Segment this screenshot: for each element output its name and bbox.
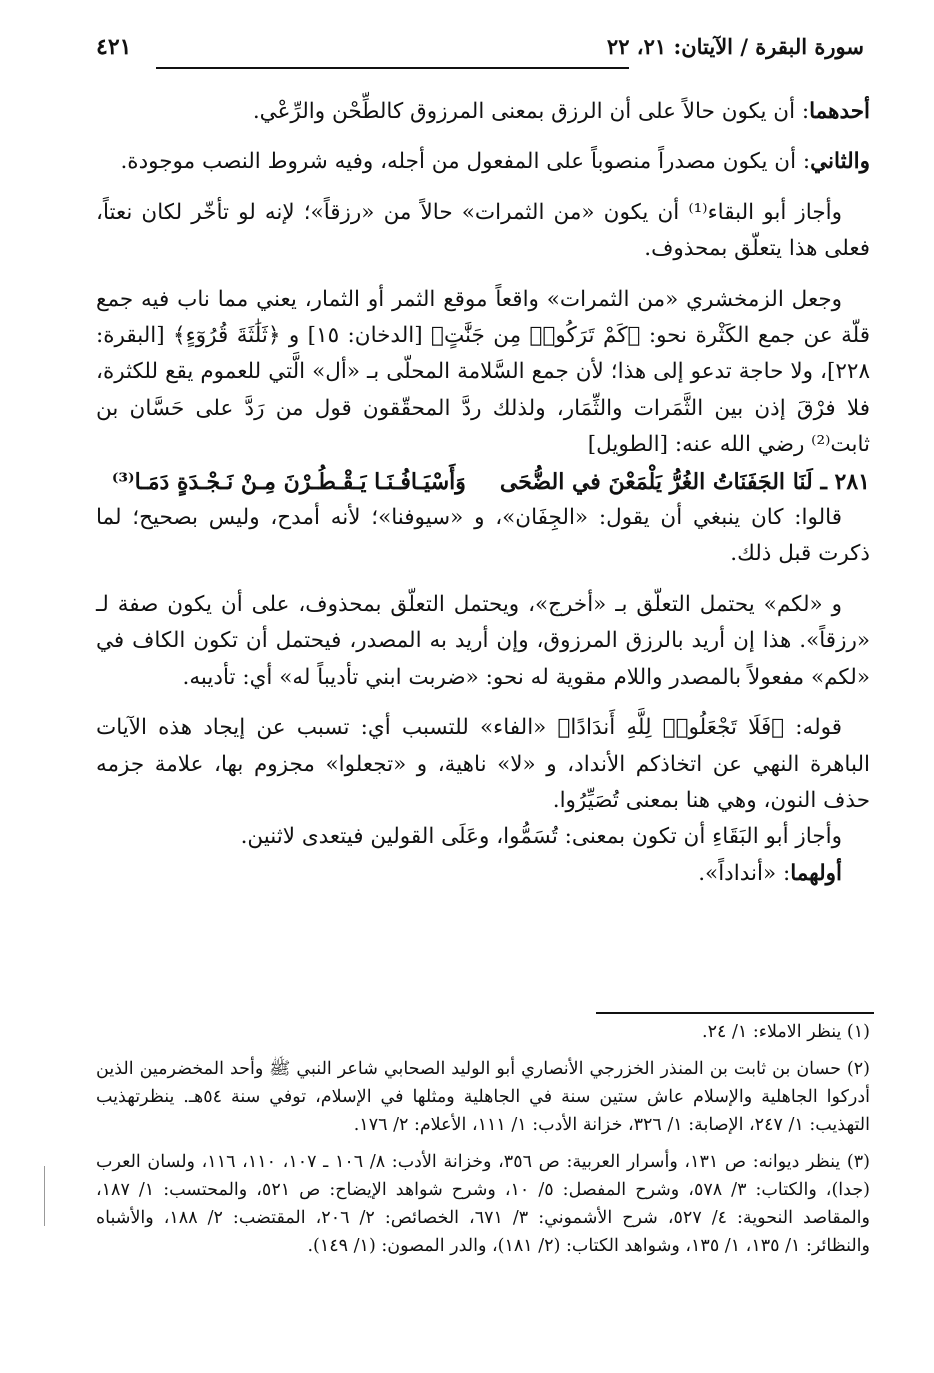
text-first: : أن يكون حالاً على أن الرزق بمعنى المرزوق كالطِّحْن والرِّعْي. bbox=[252, 99, 810, 124]
paragraph-lakum: و «لكم» يحتمل التعلّق بـ «أخرج»، ويحتمل التعلّق بمحذوف، على أن يكون صفة لـ «رزقاً». هذا إن أريد بالرزق المرزوق، وإن أريد به المصدر، فيحتمل أن تكون الكاف في «لكم» مفعولاً بالمصدر واللام مقوية له نحو: «ضربت ابني تأديباً له» أي: تأديبه. bbox=[96, 591, 870, 690]
poetry-verse bbox=[96, 464, 870, 500]
running-header bbox=[96, 30, 864, 74]
paragraph-tusammu: وأجاز أبو البَقَاءِ أن تكون بمعنى: تُسَمُّوا، وعَلَى القولين فيتعدى لاثنين. bbox=[240, 824, 842, 850]
paragraph-second-option bbox=[96, 144, 870, 180]
label-first: أحدهما bbox=[809, 99, 870, 124]
header-rule bbox=[156, 67, 629, 69]
footnotes bbox=[96, 1018, 870, 1260]
footnote-1: (١) ينظر الاملاء: ١/ ٢٤. bbox=[702, 1022, 870, 1042]
verse-first-text: لَنَا الجَفَنَاتُ الغُرُّ يَلْمَعْنَ في الضُّحَى bbox=[499, 468, 813, 495]
paragraph-zamakhshari: وجعل الزمخشري «من الثمرات» واقعاً موقع الثمر أو الثمار، يعني مما ناب فيه جمع قلّة عن جمع الكَثْرة نحو: ﴿كَمْ تَرَكُوا۟ مِن جَنَّٰتٍ﴾ [الدخان: ١٥] و ﴿ثَلَٰثَةَ قُرُوٓءٍ﴾ [البقرة: ٢٢٨]، ولا حاجة تدعو إلى هذا؛ لأن جمع السَّلامة المحلّى بـ «أل» الَّتي للعموم يقع للكثرة، فلا فرْقَ إذن بين الثَّمَرات والثِّمَار، ولذلك ردَّ المحقّقون قول من رَدَّ على حَسَّان بن ثابت⁽²⁾ رضي الله عنه: [الطويل] bbox=[96, 286, 870, 458]
text-second: : أن يكون مصدراً منصوباً على المفعول من أجله، وفيه شروط النصب موجودة. bbox=[120, 149, 811, 175]
verse-number: ٢٨١ ـ bbox=[820, 468, 870, 495]
verse-first-hemistich bbox=[500, 464, 870, 500]
page-number: ٤٢١ bbox=[96, 34, 132, 60]
text-awwaluhuma: : «أنداداً». bbox=[698, 860, 791, 886]
main-text bbox=[96, 94, 870, 892]
scan-margin-mark bbox=[44, 1166, 45, 1226]
label-second: والثاني bbox=[810, 149, 870, 175]
paragraph-first-option bbox=[96, 94, 870, 130]
footnote-2: (٢) حسان بن ثابت بن المنذر الخزرجي الأنصاري أبو الوليد الصحابي شاعر النبي ﷺ وأحد المخضرمين الذين أدركوا الجاهلية والإسلام عاش ستين سنة في الجاهلية ومثلها في الإسلام، توفي سنة ٥٤هـ. ينظرتهذيب التهذيب: ١/ ٢٤٧، الإصابة: ١/ ٣٢٦، خزانة الأدب: ١/ ١١١، الأعلام: ٢/ ١٧٦. bbox=[96, 1059, 871, 1135]
footnote-3: (٣) ينظر ديوانه: ص ١٣١، وأسرار العربية: ص ٣٥٦، وخزانة الأدب: ٨/ ١٠٦ ـ ١٠٧، ١١٠، ١١٦، ولسان العرب (جدا)، والكتاب: ٣/ ٥٧٨، وشرح المفصل: ٥/ ١٠، وشرح شواهد الإيضاح: ص ٥٢١، والمحتسب: ١/ ١٨٧، والمقاصد النحوية: ٤/ ٥٢٧، شرح الأشموني: ٣/ ٦٧١، الخصائص: ٢/ ٢٠٦، المقتضب: ٢/ ١٨٨، والأشباه والنظائر: ١/ ١٣٥، ١/ ١٣٥، وشواهد الكتاب: (٢/ ١٨١)، والدر المصون: (١/ ١٤٩). bbox=[96, 1152, 870, 1256]
paragraph-abu-albaqa: وأجاز أبو البقاء⁽¹⁾ أن يكون «من الثمرات» حالاً من «رزقاً»؛ لإنه لو تأخّر لكان نعتاً، فعلى هذا يتعلّق بمحذوف. bbox=[96, 199, 870, 262]
header-title: سورة البقرة / الآيتان: ٢١، ٢٢ bbox=[606, 34, 864, 59]
paragraph-qawluhu: قوله: ﴿فَلَا تَجْعَلُوا۟ لِلَّهِ أَندَادًا﴾ «الفاء» للتسبب أي: تسبب عن إيجاد هذه الآيات الباهرة النهي عن اتخاذكم الأنداد، و «لا» ناهية، و «تجعلوا» مجزوم بها، علامة جزمه حذف النون، وهي هنا بمعنى تُصَيِّرُوا. bbox=[96, 715, 870, 813]
footnote-separator bbox=[596, 1012, 874, 1014]
verse-second-hemistich: وَأَسْيَـافُـنَـا يَـقْـطُـرْنَ مِـنْ نَـجْـدَةٍ دَمَـا⁽³⁾ bbox=[111, 468, 466, 495]
paragraph-first-object bbox=[96, 856, 870, 892]
paragraph-qalu: قالوا: كان ينبغي أن يقول: «الجِفَان»، و «سيوفنا»؛ لأنه أمدح، وليس بصحيح؛ لما ذكرت قبل ذلك. bbox=[96, 505, 870, 567]
label-awwaluhuma: أولهما bbox=[790, 860, 842, 886]
